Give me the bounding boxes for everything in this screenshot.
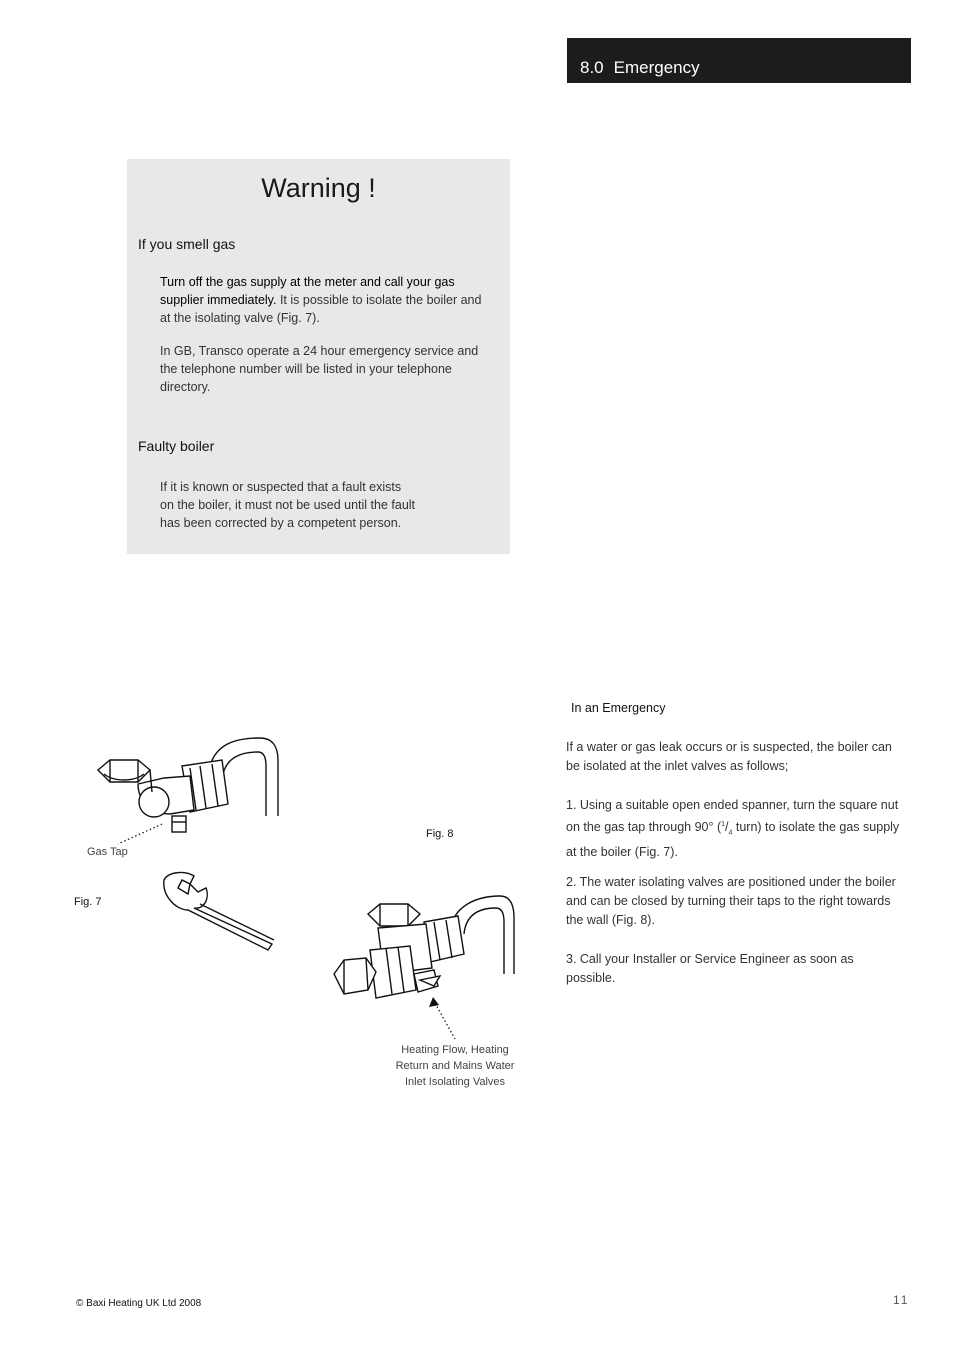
emergency-intro: If a water or gas leak occurs or is suspected, the boiler can be isolated at the inlet valves as follows; [566, 740, 892, 773]
faulty-heading: Faulty boiler [138, 438, 215, 454]
fig8-caption-line: Heating Flow, Heating [401, 1044, 509, 1056]
page-number: 11 [893, 1293, 910, 1307]
emergency-step-1 [566, 796, 906, 862]
emergency-step-3: 3. Call your Installer or Service Engineer as soon as possible. [566, 952, 854, 985]
step1-fraction-slash: / [725, 820, 729, 835]
warning-box [127, 159, 510, 554]
fig8-caption-line: Inlet Isolating Valves [404, 1076, 506, 1088]
faulty-line: on the boiler, it must not be used until the fault [160, 498, 416, 512]
emergency-step-2: 2. The water isolating valves are positioned under the boiler and can be closed by turning their taps to the right towards the wall (Fig. 8). [566, 875, 896, 927]
gas-heading: If you smell gas [138, 236, 236, 252]
section-header [567, 38, 911, 83]
valve-leader-arrow [425, 995, 465, 1045]
spanner-illustration [160, 870, 290, 950]
faulty-line: If it is known or suspected that a fault exists [160, 480, 402, 494]
step1-text-b: turn) to isolate the gas supply at the boiler (Fig. 7). [566, 820, 900, 859]
step1-fraction-denominator: 4 [728, 829, 733, 837]
faulty-paragraph [160, 478, 495, 532]
fig8-caption-line: Return and Mains Water [395, 1060, 515, 1072]
warning-title: Warning ! [261, 173, 376, 203]
step1-text-a: 1. Using a suitable open ended spanner, turn the square nut on the gas tap through 90° ( [566, 798, 899, 835]
step1-fraction-numerator: 1 [721, 821, 726, 828]
fig8-caption [384, 1042, 526, 1090]
gas-paragraph-1 [160, 273, 495, 327]
emergency-heading: In an Emergency [571, 701, 666, 715]
section-number: 8.0 [580, 58, 604, 77]
section-header-text [580, 58, 700, 78]
section-title: Emergency [613, 58, 700, 77]
gas-instruction-rest: It is possible to isolate the boiler and at the isolating valve (Fig. 7). [160, 293, 482, 325]
faulty-line: has been corrected by a competent person. [160, 516, 402, 530]
gas-instruction-emphasis: Turn off the gas supply at the meter and call your gas supplier immediately. [160, 275, 455, 307]
fig7-caption: Gas Tap [87, 846, 128, 858]
copyright: © Baxi Heating UK Ltd 2008 [76, 1298, 202, 1309]
fig8-label: Fig. 8 [426, 828, 454, 840]
gas-paragraph-2: In GB, Transco operate a 24 hour emergency service and the telephone number will be listed in your telephone directory. [160, 344, 479, 394]
fig7-label: Fig. 7 [74, 896, 102, 908]
